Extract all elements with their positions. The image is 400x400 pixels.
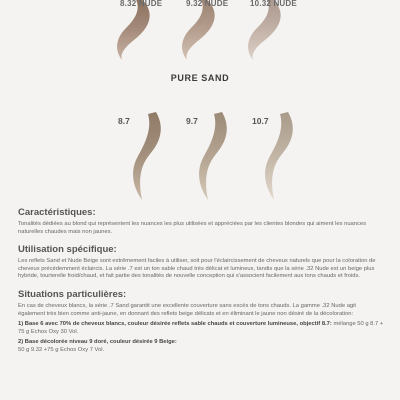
- case-1-title: 1) Base 6 avec 70% de cheveux blancs, couleur désirée reflets sable chauds et couverture lumineuse, objectif 8.7:: [18, 321, 332, 328]
- hair-swatch-top-3: [243, 0, 287, 60]
- shade-label-9-7: 9.7: [186, 116, 198, 126]
- hair-swatch-top-3-graphic: [243, 0, 287, 60]
- hair-swatch-9-7-graphic: [194, 112, 234, 200]
- hair-swatch-10-7-graphic: [260, 112, 300, 200]
- hair-swatch-top-2: [177, 0, 221, 60]
- top-label-2: 9.32 NUDE: [186, 0, 229, 8]
- characteristics-heading: Caractéristiques:: [18, 207, 96, 218]
- situation-case-1: [18, 321, 384, 336]
- case-2-text: 50 g 9.32 +75 g Echos Oxy 7 Vol.: [18, 346, 105, 353]
- description-content: [18, 207, 384, 358]
- situations-intro: En cas de cheveux blancs, la série .7 Sand garantit une excellente couverture sans excès de tons chauds. La gamme .32 Nude agit également très bien comme anti-jaune, en donnant des reflets beige délicats et en éliminant le jaune non désiré de la décoloration:: [18, 302, 357, 317]
- section-title: PURE SAND: [170, 73, 230, 83]
- hair-swatch-top-2-graphic: [177, 0, 221, 60]
- situations-heading: Situations particulières:: [18, 288, 127, 300]
- characteristics-text: Tonalités dédiées au blond qui représentent les nuances les plus utilisées et appréciées par les clientes blondes qui aiment les nuances naturelles chaudes mais non jaunes.: [18, 221, 367, 235]
- case-2-title: 2) Base décolorée niveau 9 doré, couleur désirée 9 Beige:: [18, 339, 177, 346]
- hair-swatch-10-7: [260, 112, 300, 200]
- shade-label-10-7: 10.7: [252, 116, 269, 126]
- usage-text: Les reflets Sand et Nude Beige sont extrêmement faciles à utiliser, soit pour l'éclaircissement de cheveux naturels que pour la coloration de cheveux précédemment éclaircis. La série .7 est un ton sable chaud très délicat et lumineux, tandis que la série .32 Nude est un beige plus hybride, tourterelle froid/chaud, et fait partie des tonalités de nouvelle conception qui s'associent facilement aux tons chauds et froids.: [18, 258, 376, 280]
- hair-swatch-top-1-graphic: [112, 0, 156, 60]
- shade-label-8-7: 8.7: [118, 116, 130, 126]
- top-label-3: 10.32 NUDE: [250, 0, 297, 8]
- hair-swatch-top-1: [112, 0, 156, 60]
- situation-case-2: [18, 339, 384, 354]
- hair-swatch-8-7-graphic: [128, 112, 168, 200]
- hair-swatch-8-7: [128, 112, 168, 200]
- case-1-text: mélange 50 g 8.7 + 75 g Echos Oxy 30 Vol.: [18, 321, 384, 335]
- hair-swatch-9-7: [194, 112, 234, 200]
- usage-heading: Utilisation spécifique:: [18, 244, 117, 256]
- top-label-1: 8.32 NUDE: [120, 0, 163, 8]
